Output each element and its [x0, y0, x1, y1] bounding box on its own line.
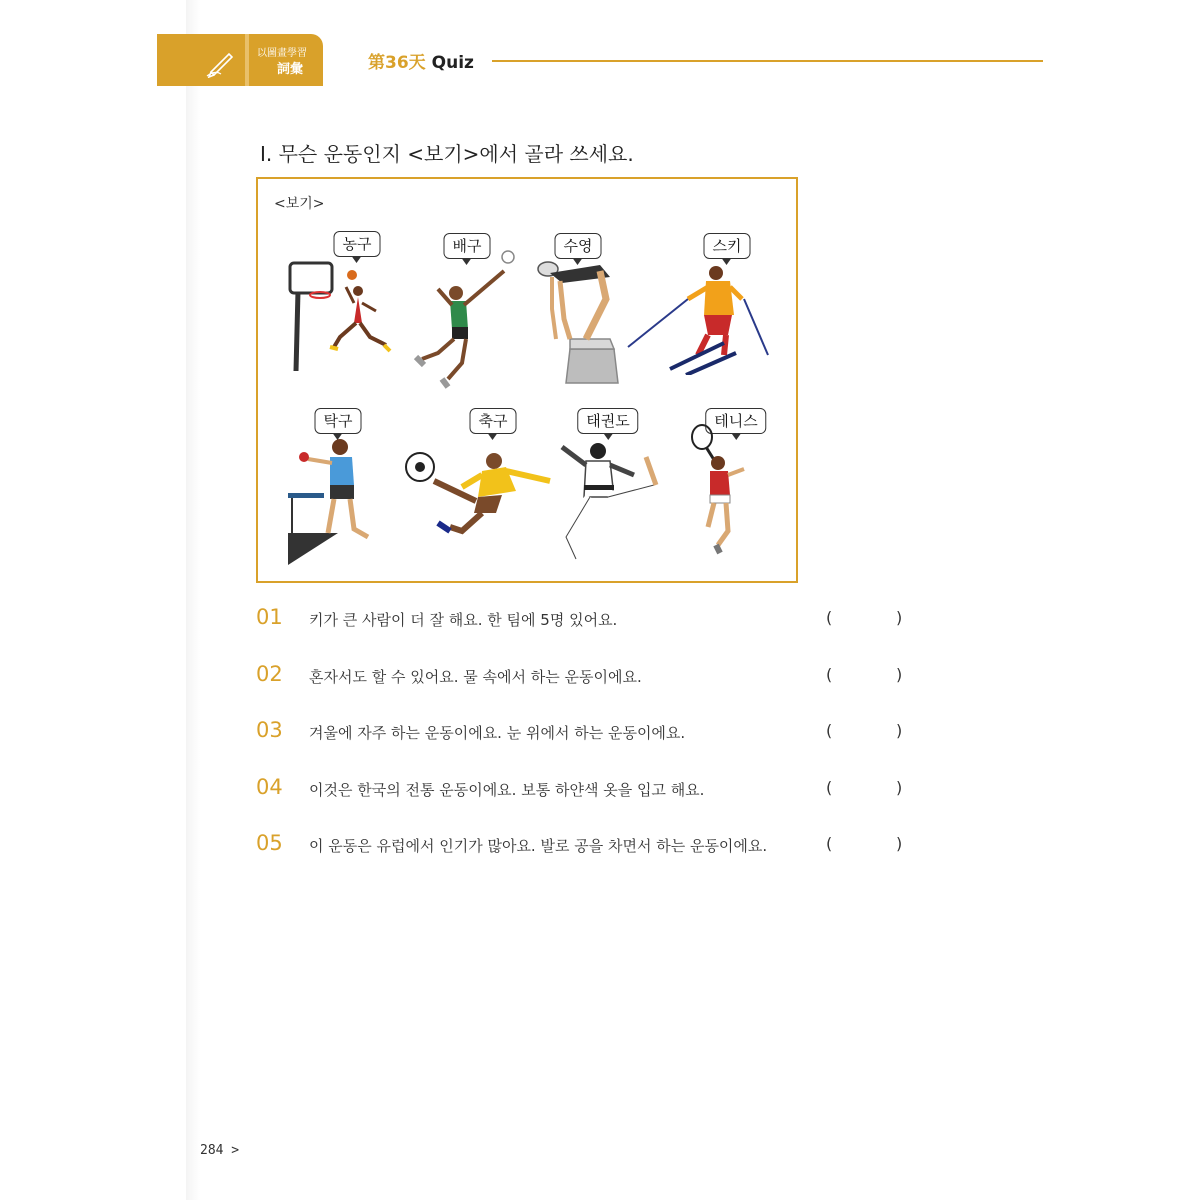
question-row	[256, 662, 916, 692]
page-gutter-shade	[186, 0, 200, 1200]
question-row	[256, 775, 916, 805]
day-title	[368, 48, 474, 73]
taekwondo-icon	[550, 437, 664, 561]
question-row	[256, 718, 916, 748]
sport-label-volleyball: 배구	[444, 233, 491, 259]
pencil-icon	[205, 46, 237, 78]
answer-blank-close: )	[896, 608, 903, 627]
answer-blank-close: )	[896, 721, 903, 740]
tennis-player-icon	[688, 423, 768, 555]
basketball-player-icon	[286, 261, 396, 371]
question-number: 05	[256, 831, 283, 855]
question-text: 키가 큰 사람이 더 잘 해요. 한 팀에 5명 있어요.	[309, 611, 618, 629]
question-text: 겨울에 자주 하는 운동이에요. 눈 위에서 하는 운동이에요.	[309, 724, 686, 742]
answer-blank-open: (	[826, 834, 833, 853]
sport-label-table-tennis: 탁구	[315, 408, 362, 434]
question-text: 이것은 한국의 전통 운동이에요. 보통 하얀색 옷을 입고 해요.	[309, 781, 705, 799]
example-box	[256, 177, 798, 583]
sport-label-tennis: 테니스	[705, 408, 766, 434]
question-row	[256, 605, 916, 635]
day-label: 第36天	[368, 53, 426, 73]
sport-label-soccer: 축구	[470, 408, 517, 434]
volleyball-player-icon	[408, 249, 520, 389]
section-tab	[157, 34, 323, 86]
question-text: 이 운동은 유럽에서 인기가 많아요. 발로 공을 차면서 하는 운동이에요.	[309, 837, 768, 855]
section-title: Ⅰ. 무슨 운동인지 <보기>에서 골라 쓰세요.	[260, 142, 634, 166]
question-number: 04	[256, 775, 283, 799]
sport-label-taekwondo: 태권도	[577, 408, 638, 434]
question-number: 03	[256, 718, 283, 742]
answer-blank-close: )	[896, 834, 903, 853]
question-text: 혼자서도 할 수 있어요. 물 속에서 하는 운동이에요.	[309, 668, 642, 686]
skier-icon	[624, 263, 774, 375]
answer-blank-open: (	[826, 608, 833, 627]
question-row	[256, 831, 916, 861]
series-word: 詞彙	[277, 62, 304, 77]
sport-label-swimming: 수영	[555, 233, 602, 259]
answer-blank-open: (	[826, 721, 833, 740]
example-label: <보기>	[274, 196, 325, 212]
answer-blank-open: (	[826, 778, 833, 797]
quiz-label: Quiz	[431, 53, 474, 73]
page-number: 284 >	[200, 1143, 240, 1158]
question-number: 01	[256, 605, 283, 629]
header-rule	[492, 60, 1043, 62]
series-tag: 以圖畫學習	[257, 48, 307, 59]
tab-divider	[245, 34, 249, 86]
sport-label-basketball: 농구	[334, 231, 381, 257]
answer-blank-close: )	[896, 778, 903, 797]
answer-blank-open: (	[826, 665, 833, 684]
question-number: 02	[256, 662, 283, 686]
sport-label-skiing: 스키	[704, 233, 751, 259]
answer-blank-close: )	[896, 665, 903, 684]
table-tennis-player-icon	[288, 433, 378, 565]
soccer-player-icon	[398, 441, 558, 541]
